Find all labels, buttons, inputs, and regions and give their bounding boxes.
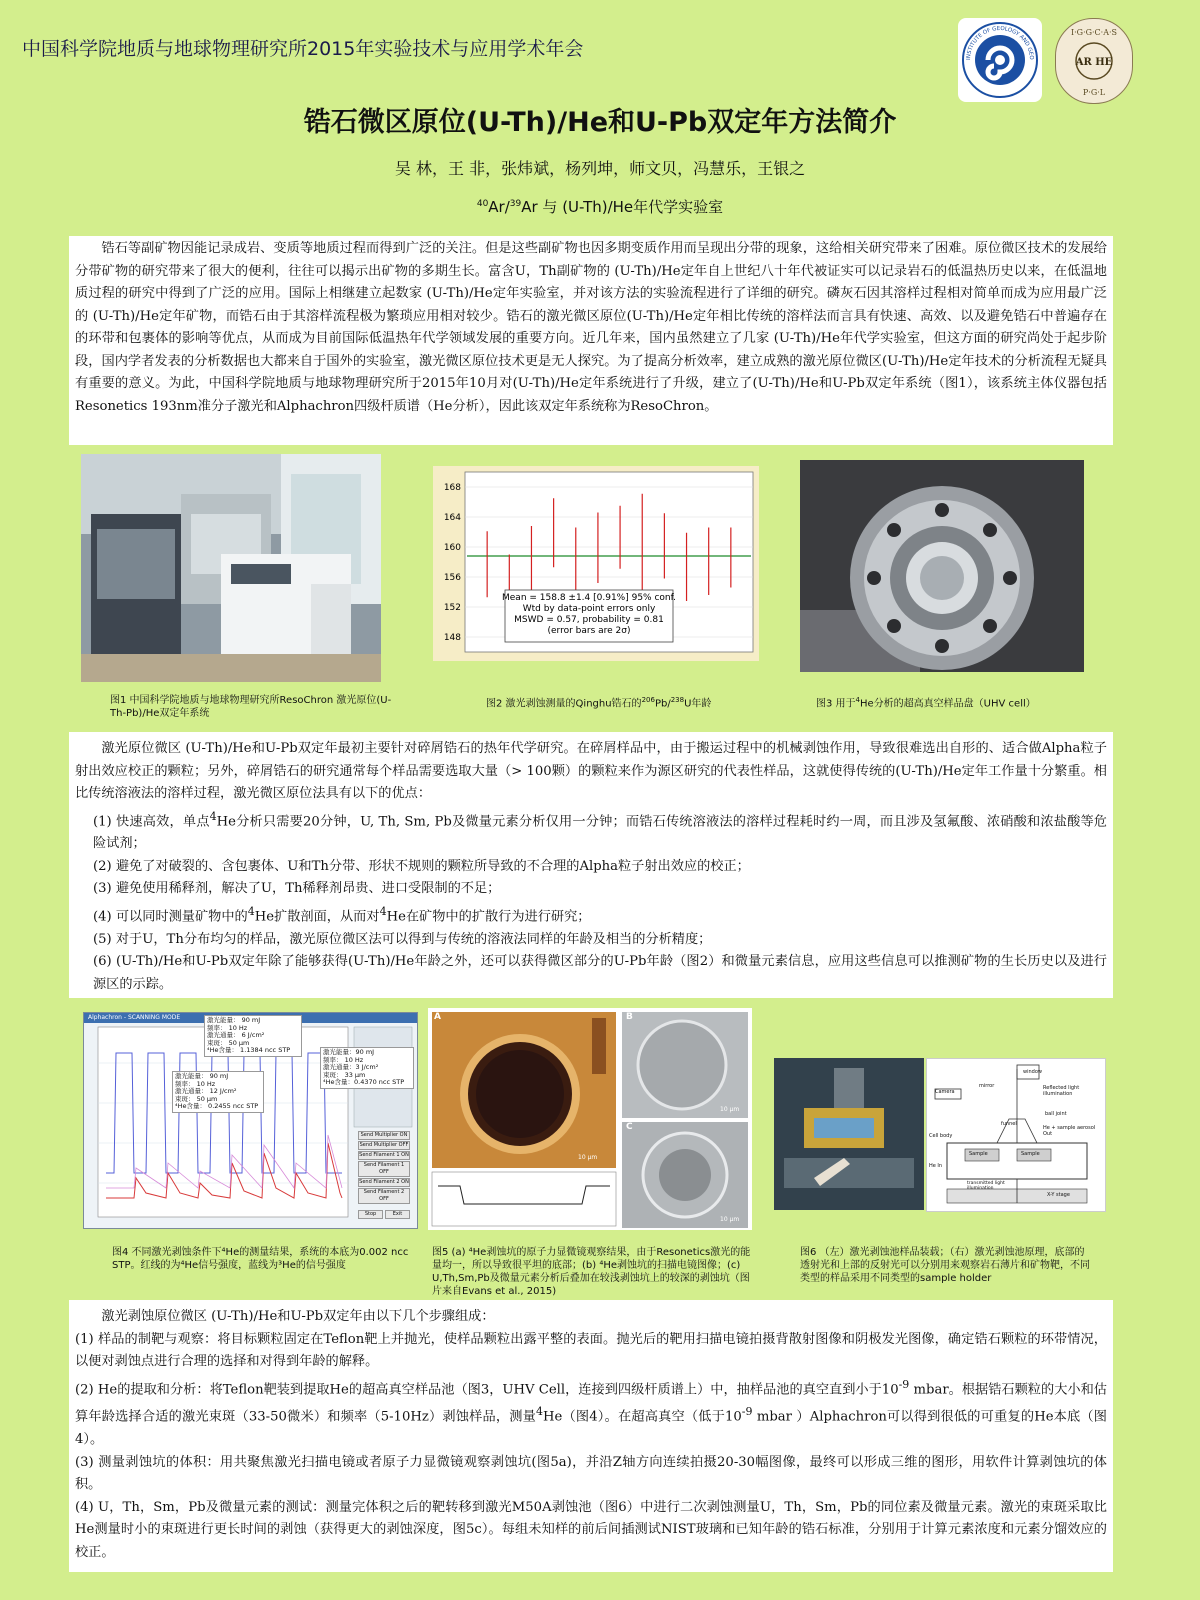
fig6-cell-diagram [926,1058,1106,1212]
fig6-cell-photo [774,1058,924,1210]
svg-text:I·G·G·C·A·S: I·G·G·C·A·S [1070,28,1118,37]
stats-line: Wtd by data-point errors only [522,604,656,614]
fig6-label-mirror: mirror [979,1083,995,1089]
conference-title: 中国科学院地质与地球物理研究所2015年实验技术与应用学术年会 [22,38,584,60]
fig6-label-ball-joint: ball joint [1045,1111,1067,1117]
stop-button[interactable]: Stop [358,1210,383,1219]
send-multiplier-off-button[interactable]: Send Multiplier OFF [359,1142,409,1148]
lab-logo [1055,18,1133,104]
svg-text:INSTITUTE OF GEOLOGY AND GEOPH: INSTITUTE OF GEOLOGY AND GEO [965,25,1035,61]
fig5-scale-c: 10 μm [720,1216,740,1223]
advantage-item-3: (3) 避免使用稀释剂，解决了U，Th稀释剂昂贵、进口受限制的不足； [93,881,501,897]
fig4-caption: 图4 不同激光剥蚀条件下⁴He的测量结果，系统的本底为0.002 ncc STP。红线的为⁴He信号强度，蓝线为³He的信号强度 [112,1247,409,1271]
fig1-lab-photo [81,454,381,682]
fig6-label-camera: Camera [935,1089,955,1095]
fig4-window-title: Alphachron - SCANNING MODE [84,1013,417,1023]
fig5-scale-b: 10 μm [720,1106,740,1113]
fig3-caption: 图3 用于$^4$He分析的超高真空样品盘（UHV cell） [816,696,1036,710]
advantage-item-6: (6) (U-Th)/He和U-Pb双定年除了能够获得(U-Th)/He年龄之外，还可以获得微区部分的U-Pb年龄（图2）和微量元素信息，应用这些信息可以推测矿物的生长历史以及进行源区的示踪。 [93,954,1107,992]
step-1: (1) 样品的制靶与观察：将目标颗粒固定在Teflon靶上并抛光，使样品颗粒出露平整的表面。抛光后的靶用扫描电镜拍摄背散射图像和阴极发光图像，确定锆石颗粒的环带情况，以便对剥蚀点进行合理的选择和对得到年龄的解释。 [75,1331,1107,1369]
fig6-label-sample-2: Sample [1021,1151,1040,1157]
fig4-annotation-3: 激光能量： 90 mJ 频率： 10 Hz 激光通量： 12 J/cm² 束斑： 50 μm ⁴He含量： 0.2455 ncc STP [172,1071,264,1113]
send-filament1-on-button[interactable]: Send Filament 1 ON [359,1152,409,1158]
svg-text:P·G·L: P·G·L [1082,88,1106,97]
fig6-label-cell-body: Cell body [929,1133,953,1139]
advantage-item-5: (5) 对于U，Th分布均匀的样品，激光原位微区法可以得到与传统的溶液法同样的年龄及相当的分析精度； [93,931,712,947]
y-tick-label: 152 [443,603,461,613]
steps-intro: 激光剥蚀原位微区 (U-Th)/He和U-Pb双定年由以下几个步骤组成： [101,1309,495,1324]
fig1-caption: 图1 中国科学院地质与地球物理研究所ResoChron 激光原位(U-Th-Pb)/He双定年系统 [110,695,392,719]
send-filament1-off-button[interactable]: Send Filament 1 OFF [358,1161,410,1177]
fig5-ablation-pits [428,1008,752,1230]
exit-button[interactable]: Exit [385,1210,410,1219]
fig5-label-b: B [626,1012,633,1022]
advantages-intro: 激光原位微区 (U-Th)/He和U-Pb双定年最初主要针对碎屑锆石的热年代学研究。在碎屑样品中，由于搬运过程中的机械剥蚀作用，导致很难选出自形的、适合做Alpha粒子射出效应校正的颗粒；另外，碎屑锆石的研究通常每个样品需要选取大量（> 100颗）的颗粒来作为源区研究的代表性样品，这就使得传统的(U-Th)/He定年工作量十分繁重。相比传统溶液法的溶样过程，激光微区原位法具有以下的优点： [75,741,1107,801]
advantage-item-2: (2) 避免了对破裂的、含包裹体、U和Th分带、形状不规则的颗粒所导致的不合理的Alpha粒子射出效应的校正； [93,858,750,874]
fig6-label-window: window [1023,1069,1042,1075]
lab-name: $^{40}$Ar/$^{39}$Ar 与 (U-Th)/He年代学实验室 [476,198,724,216]
fig2-age-chart [433,466,759,661]
y-tick-label: 148 [443,633,461,643]
fig6-label-he-in: He In [929,1163,943,1169]
send-filament2-off-button[interactable]: Send Filament 2 OFF [358,1188,410,1204]
step-4: (4) U，Th，Sm，Pb及微量元素的测试：测量完体积之后的靶转移到激光M50A剥蚀池（图6）中进行二次剥蚀测量U，Th，Sm，Pb的同位素及微量元素。激光的束斑采取比He测量时小的束斑进行更长时间的剥蚀（获得更大的剥蚀深度，图5c）。每组未知样的前后间插测试NIST玻璃和已知年龄的锆石标准，分别用于计算元素浓度和元素分馏效应的校正。 [75,1499,1107,1560]
fig2-chart-svg [433,466,759,661]
stats-line: MSWD = 0.57, probability = 0.81 [514,615,664,625]
intro-paragraph: 锆石等副矿物因能记录成岩、变质等地质过程而得到广泛的关注。但是这些副矿物也因多期变质作用而呈现出分带的现象，这给相关研究带来了困难。原位微区技术的发展给分带矿物的研究带来了很大的便利，往往可以揭示出矿物的多期生长。富含U，Th副矿物的 (U-Th)/He定年自上世纪八十年代被证实可以记录岩石的低温热历史以来，在低温地质过程的研究中得到了广泛的应用。国际上相继建立起数家 (U-Th)/He定年实验室，并对该方法的实验流程进行了详细的研究。磷灰石因其溶样过程相对简单而成为应用最广泛的 (U-Th)/He定年矿物，而锆石由于其溶样流程极为繁琐应用相对较少。锆石的激光微区原位(U-Th)/He定年相比传统的溶样法而言具有快速、高效、以及避免锆石中普遍存在的环带和包裹体的影响等优点，从而成为目前国际低温热年代学领域发展的重要方向。近几年来，国内虽然建立了几家 (U-Th)/He年代学实验室，但这方面的研究尚处于起步阶段，国内学者发表的分析数据也大都来自于国外的实验室，激光微区原位技术更是无人探究。为了提高分析效率，建立成熟的激光原位微区(U-Th)/He定年技术的分析流程无疑具有重要的意义。为此，中国科学院地质与地球物理研究所于2015年10月对(U-Th)/He定年系统进行了升级，建立了(U-Th)/He和U-Pb双定年系统（图1），该系统主体仪器包括Resonetics 193nm准分子激光和Alphachron四级杆质谱（He分析），因此该双定年系统称为ResoChron。 [69,236,1113,445]
fig6-caption: 图6 （左）激光剥蚀池样品装载；（右）激光剥蚀池原理，底部的透射光和上部的反射光可以分别用来观察岩石薄片和矿物靶，不同类型的样品采用不同类型的sample holder [800,1247,1090,1284]
fig4-annotation-2: 激光能量：90 mJ 频率： 10 Hz 激光通量：3 J/cm² 束斑： 33 μm ⁴He含量：0.4370 ncc STP [320,1047,414,1089]
poster-title: 锆石微区原位(U-Th)/He和U-Pb双定年方法简介 [303,107,897,138]
stats-line: (error bars are 2σ) [547,626,631,636]
fig4-software-screenshot [83,1012,418,1229]
send-multiplier-on-button[interactable]: Send Multiplier ON [358,1131,410,1140]
step-3: (3) 测量剥蚀坑的体积：用共聚焦激光扫描电镜或者原子力显微镜观察剥蚀坑(图5a)，并沿Z轴方向连续拍摄20-30幅图像，最终可以形成三维的图形，用软件计算剥蚀坑的体积。 [75,1454,1107,1493]
fig5-label-c: C [626,1122,633,1132]
svg-text:AR HE: AR HE [1075,57,1113,68]
y-tick-label: 164 [443,513,461,523]
institute-logo [958,18,1042,102]
fig4-button-panel [358,1131,410,1219]
y-tick-label: 160 [443,543,461,553]
stats-line: Mean = 158.8 ±1.4 [0.91%] 95% conf. [502,593,676,603]
fig3-uhv-cell-photo [800,460,1084,672]
fig5-caption: 图5 (a) ⁴He剥蚀坑的原子力显微镜观察结果，由于Resonetics激光的能量均一，所以导致很平坦的底部；(b) ⁴He剥蚀坑的扫描电镜图像；(c) U,Th,Sm,Pb及微量元素分析后叠加在较浅剥蚀坑上的较深的剥蚀坑（图片来自Evans et al., 2015) [432,1247,751,1297]
fig6-label-funnel: funnel [1001,1121,1017,1127]
send-filament2-on-button[interactable]: Send Filament 2 ON [359,1179,409,1185]
fig5-scale-a: 10 μm [578,1154,598,1161]
advantages-section [69,732,1113,998]
fig2-caption: 图2 激光剥蚀测量的Qinghu锆石的$^{206}$Pb/$^{238}$U年龄 [486,696,712,710]
fig6-label-transmitted: transmitted light illumination [967,1181,1005,1191]
step-2: (2) He的提取和分析：将Teflon靶装到提取He的超高真空样品池（图3，UHV Cell，连接到四级杆质谱上）中，抽样品池的真空直到小于$10^{-9}$ mbar。根据锆石颗粒的大小和估算年龄选择合适的激光束斑（33-50微米）和频率（5-10Hz）剥蚀样品，测量$^4$He（图4）。在超高真空（低于$10^{-9}$ mbar ）Alphachron可以得到很低的可重复的He本底（图4）。 [75,1377,1107,1448]
authors: 吴 林，王 非，张炜斌，杨列坤，师文贝，冯慧乐，王银之 [394,159,806,178]
fig6-label-xy-stage: X-Y stage [1047,1192,1070,1198]
advantage-item-4: (4) 可以同时测量矿物中的$^4$He扩散剖面，从而对$^4$He在矿物中的扩散行为进行研究； [93,904,591,925]
fig6-label-sample-1: Sample [969,1151,988,1157]
advantage-item-1: (1) 快速高效，单点$^4$He分析只需要20分钟，U, Th, Sm, Pb及微量元素分析仅用一分钟；而锆石传统溶液法的溶样过程耗时约一周，而且涉及氢氟酸、浓硝酸和浓盐酸等危险试剂； [93,809,1107,852]
y-tick-label: 156 [443,573,461,583]
fig4-annotation-1: 激光能量： 90 mJ 频率： 10 Hz 激光通量： 6 J/cm² 束斑： 50 μm ⁴He含量： 1.1384 ncc STP [204,1015,302,1057]
steps-section [69,1300,1113,1572]
fig6-label-aerosol: He + sample aerosol Out [1043,1125,1096,1137]
fig5-label-a: A [434,1012,441,1022]
y-tick-label: 168 [443,483,461,493]
fig6-label-reflected: Reflected light illumination [1043,1085,1080,1097]
